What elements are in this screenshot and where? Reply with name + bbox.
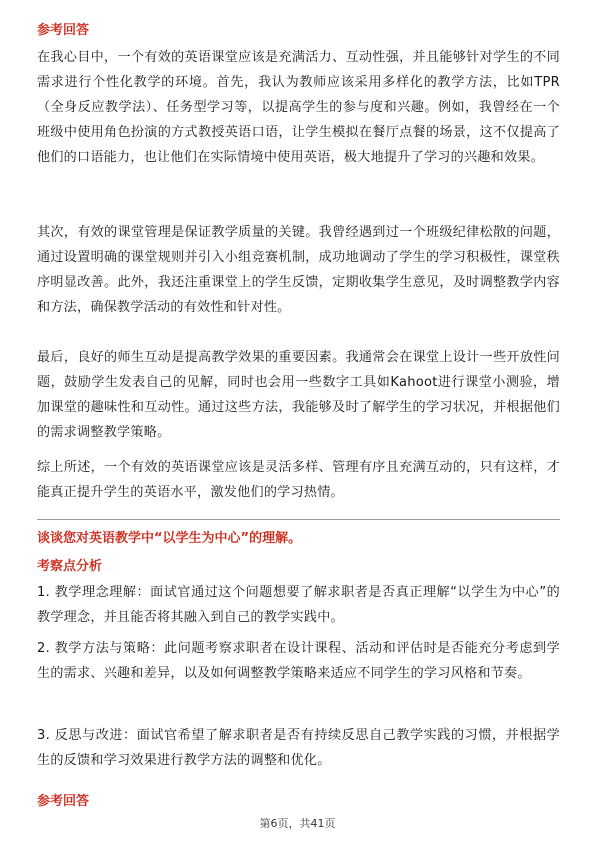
answer-paragraph: 最后，良好的师生互动是提高教学效果的重要因素。我通常会在课堂上设计一些开放性问题，鼓励学生发表自己的见解，同时也会用一些数字工具如Kahoot进行课堂小测验，增加课堂的趣味性和互动性。通过这些方法，我能够及时了解学生的学习状况，并根据他们的需求调整教学策略。	[37, 350, 560, 440]
reference-answer-heading: 参考回答	[37, 23, 90, 38]
analysis-heading: 考察点分析	[37, 559, 103, 574]
question-heading: 谈谈您对英语教学中“以学生为中心”的理解。	[37, 531, 302, 546]
answer-paragraph: 在我心目中，一个有效的英语课堂应该是充满活力、互动性强，并且能够针对学生的不同需求进行个性化教学的环境。首先，我认为教师应该采用多样化的教学方法，比如TPR（全身反应教学法）、任务型学习等，以提高学生的参与度和兴趣。例如，我曾经在一个班级中使用角色扮演的方式教授英语口语，让学生模拟在餐厅点餐的场景，这不仅提高了他们的口语能力，也让他们在实际情境中使用英语，极大地提升了学习的兴趣和效果。	[37, 50, 560, 165]
section-divider	[37, 519, 560, 520]
analysis-item: 1. 教学理念理解：面试官通过这个问题想要了解求职者是否真正理解“以学生为中心”的教学理念，并且能否将其融入到自己的教学实践中。	[37, 585, 560, 625]
answer-paragraph: 其次，有效的课堂管理是保证教学质量的关键。我曾经遇到过一个班级纪律松散的问题，通过设置明确的课堂规则并引入小组竞赛机制，成功地调动了学生的学习积极性，课堂秩序明显改善。此外，我还注重课堂上的学生反馈，定期收集学生意见，及时调整教学内容和方法，确保教学活动的有效性和针对性。	[37, 225, 560, 315]
analysis-item: 2. 教学方法与策略：此问题考察求职者在设计课程、活动和评估时是否能充分考虑到学生的需求、兴趣和差异，以及如何调整教学策略来适应不同学生的学习风格和节奏。	[37, 641, 560, 681]
reference-answer-heading-2: 参考回答	[37, 794, 90, 809]
analysis-item: 3. 反思与改进：面试官希望了解求职者是否有持续反思自己教学实践的习惯，并根据学生的反馈和学习效果进行教学方法的调整和优化。	[37, 728, 560, 768]
answer-paragraph: 综上所述，一个有效的英语课堂应该是灵活多样、管理有序且充满互动的，只有这样，才能真正提升学生的英语水平，激发他们的学习热情。	[37, 460, 560, 500]
page-number: 第6页，共41页	[259, 817, 336, 830]
